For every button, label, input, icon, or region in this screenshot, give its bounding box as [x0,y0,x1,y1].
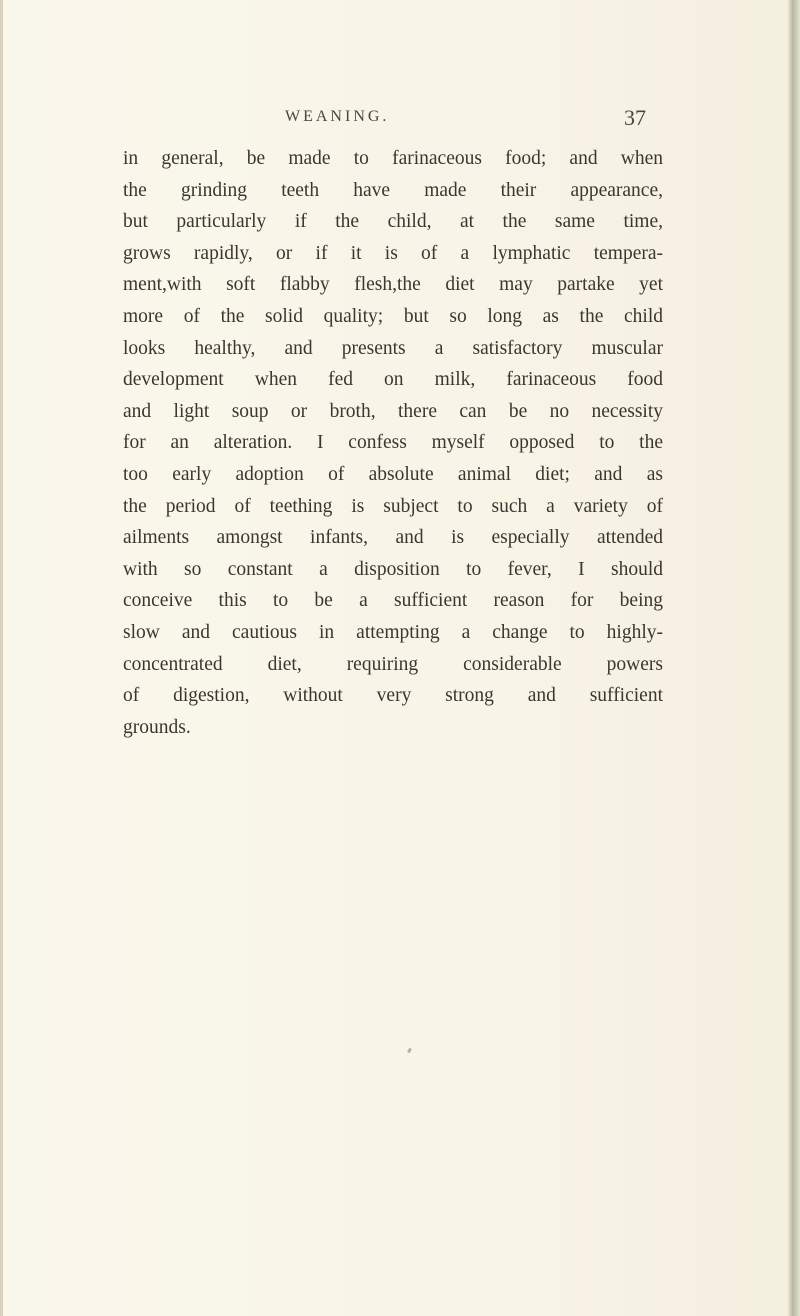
text-line: concentrated diet, requiring considerable powers [123,653,663,675]
text-line: more of the solid quality; but so long as the child [123,305,663,327]
text-line: too early adoption of absolute animal diet; and as [123,463,663,485]
text-line: with so constant a disposition to fever, I should [123,558,663,580]
page-left-edge [0,0,3,1316]
page-binding-edge [788,0,800,1316]
text-line: ment,with soft flabby flesh,the diet may partake yet [123,274,663,296]
paper-speck [407,1048,412,1054]
text-line: and light soup or broth, there can be no necessity [123,400,663,422]
text-line: slow and cautious in attempting a change to highly- [123,621,663,643]
text-line: for an alteration. I confess myself opposed to the [123,432,663,454]
text-line: in general, be made to farinaceous food; and when [123,148,663,169]
running-head [0,105,800,138]
text-line: development when fed on milk, farinaceous food [123,369,663,391]
text-line: grounds. [123,716,191,738]
text-line: grows rapidly, or if it is of a lymphatic tempera- [123,242,663,264]
text-line: the period of teething is subject to such a variety of [123,495,663,517]
text-line: of digestion, without very strong and sufficient [123,685,663,707]
page-number: 37 [624,105,646,130]
text-line: ailments amongst infants, and is especially attended [123,527,663,549]
text-line: looks healthy, and presents a satisfactory muscular [123,337,663,359]
body-paragraph [123,143,663,743]
text-line: but particularly if the child, at the same time, [123,211,663,233]
text-line: the grinding teeth have made their appearance, [123,179,663,201]
running-head-title: WEANING. [285,108,390,125]
text-line: conceive this to be a sufficient reason for being [123,590,663,612]
